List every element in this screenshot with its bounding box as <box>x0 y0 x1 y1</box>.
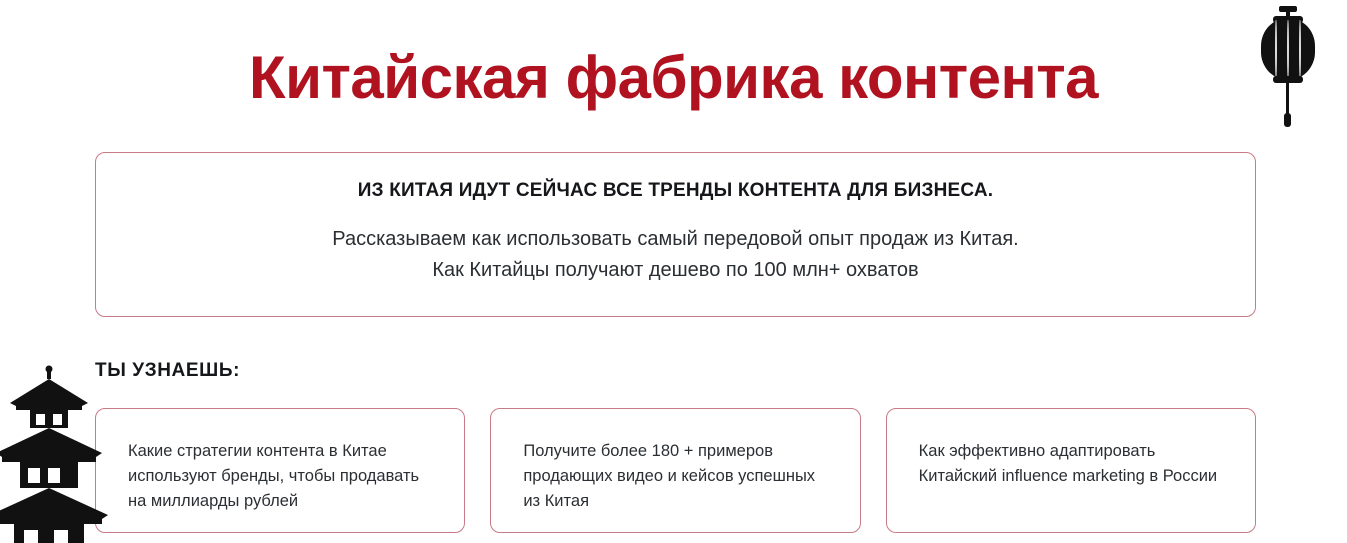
intro-panel <box>95 152 1256 317</box>
benefit-card: Какие стратегии контента в Китае используют бренды, чтобы продавать на миллиарды рублей <box>95 408 465 533</box>
intro-text-line-2: Как Китайцы получают дешево по 100 млн+ охватов <box>432 259 919 281</box>
chinese-lantern-icon <box>1253 6 1323 141</box>
section-heading: ТЫ УЗНАЕШЬ: <box>95 360 240 381</box>
benefit-card: Как эффективно адаптировать Китайский influence marketing в России <box>886 408 1256 533</box>
benefit-card-list <box>95 408 1256 533</box>
intro-text-line-1: Рассказываем как использовать самый передовой опыт продаж из Китая. <box>332 228 1019 250</box>
intro-headline: ИЗ КИТАЯ ИДУТ СЕЙЧАС ВСЕ ТРЕНДЫ КОНТЕНТА ДЛЯ БИЗНЕСА. <box>357 180 994 201</box>
benefit-card: Получите более 180 + примеров продающих видео и кейсов успешных из Китая <box>490 408 860 533</box>
page-title: Китайская фабрика контента <box>248 44 1098 111</box>
chinese-pagoda-icon <box>0 365 112 543</box>
